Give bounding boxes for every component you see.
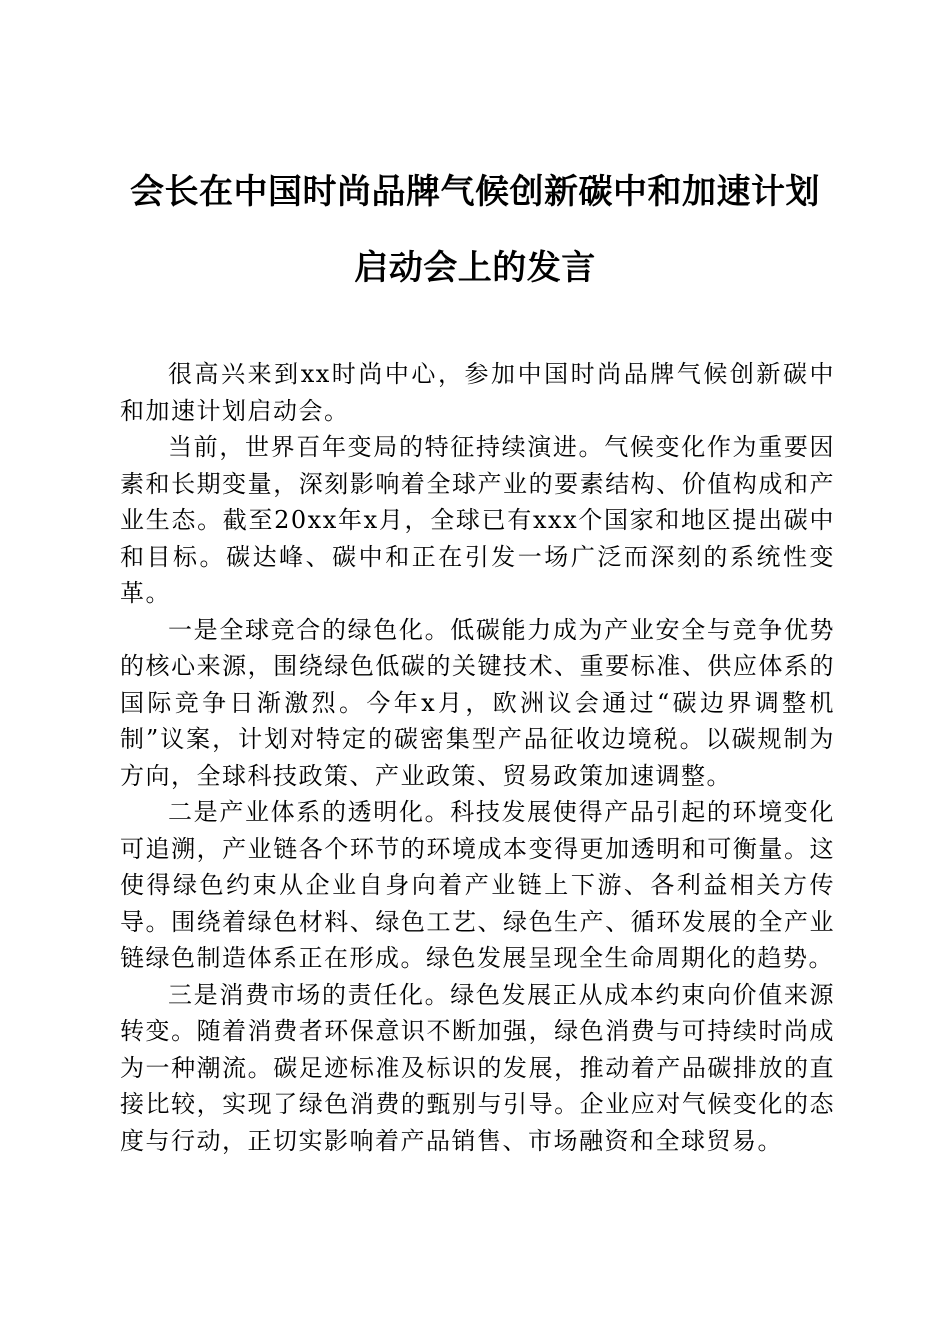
paragraph-context: 当前，世界百年变局的特征持续演进。气候变化作为重要因素和长期变量，深刻影响着全球产业的要素结构、价值构成和产业生态。截至20xx年x月，全球已有xxx个国家和地区提出碳中和目标。碳达峰、碳中和正在引发一场广泛而深刻的系统性变革。: [120, 433, 835, 607]
paragraph-point-1: 一是全球竞合的绿色化。低碳能力成为产业安全与竞争优势的核心来源，围绕绿色低碳的关键技术、重要标准、供应体系的国际竞争日渐激烈。今年x月，欧洲议会通过“碳边界调整机制”议案，计划对特定的碳密集型产品征收边境税。以碳规制为方向，全球科技政策、产业政策、贸易政策加速调整。: [120, 615, 835, 790]
title-line-2: 启动会上的发言: [354, 248, 596, 288]
title-line-1: 会长在中国时尚品牌气候创新碳中和加速计划: [130, 172, 820, 212]
paragraph-point-2: 二是产业体系的透明化。科技发展使得产品引起的环境变化可追溯，产业链各个环节的环境成本变得更加透明和可衡量。这使得绿色约束从企业自身向着产业链上下游、各利益相关方传导。围绕着绿色材料、绿色工艺、绿色生产、循环发展的全产业链绿色制造体系正在形成。绿色发展呈现全生命周期化的趋势。: [120, 798, 835, 972]
paragraph-intro: 很高兴来到xx时尚中心，参加中国时尚品牌气候创新碳中和加速计划启动会。: [120, 360, 835, 425]
document-title: [112, 166, 838, 318]
paragraph-point-3: 三是消费市场的责任化。绿色发展正从成本约束向价值来源转变。随着消费者环保意识不断加强，绿色消费与可持续时尚成为一种潮流。碳足迹标准及标识的发展，推动着产品碳排放的直接比较，实现了绿色消费的甄别与引导。企业应对气候变化的态度与行动，正切实影响着产品销售、市场融资和全球贸易。: [120, 980, 835, 1155]
document-body: [120, 356, 835, 1159]
